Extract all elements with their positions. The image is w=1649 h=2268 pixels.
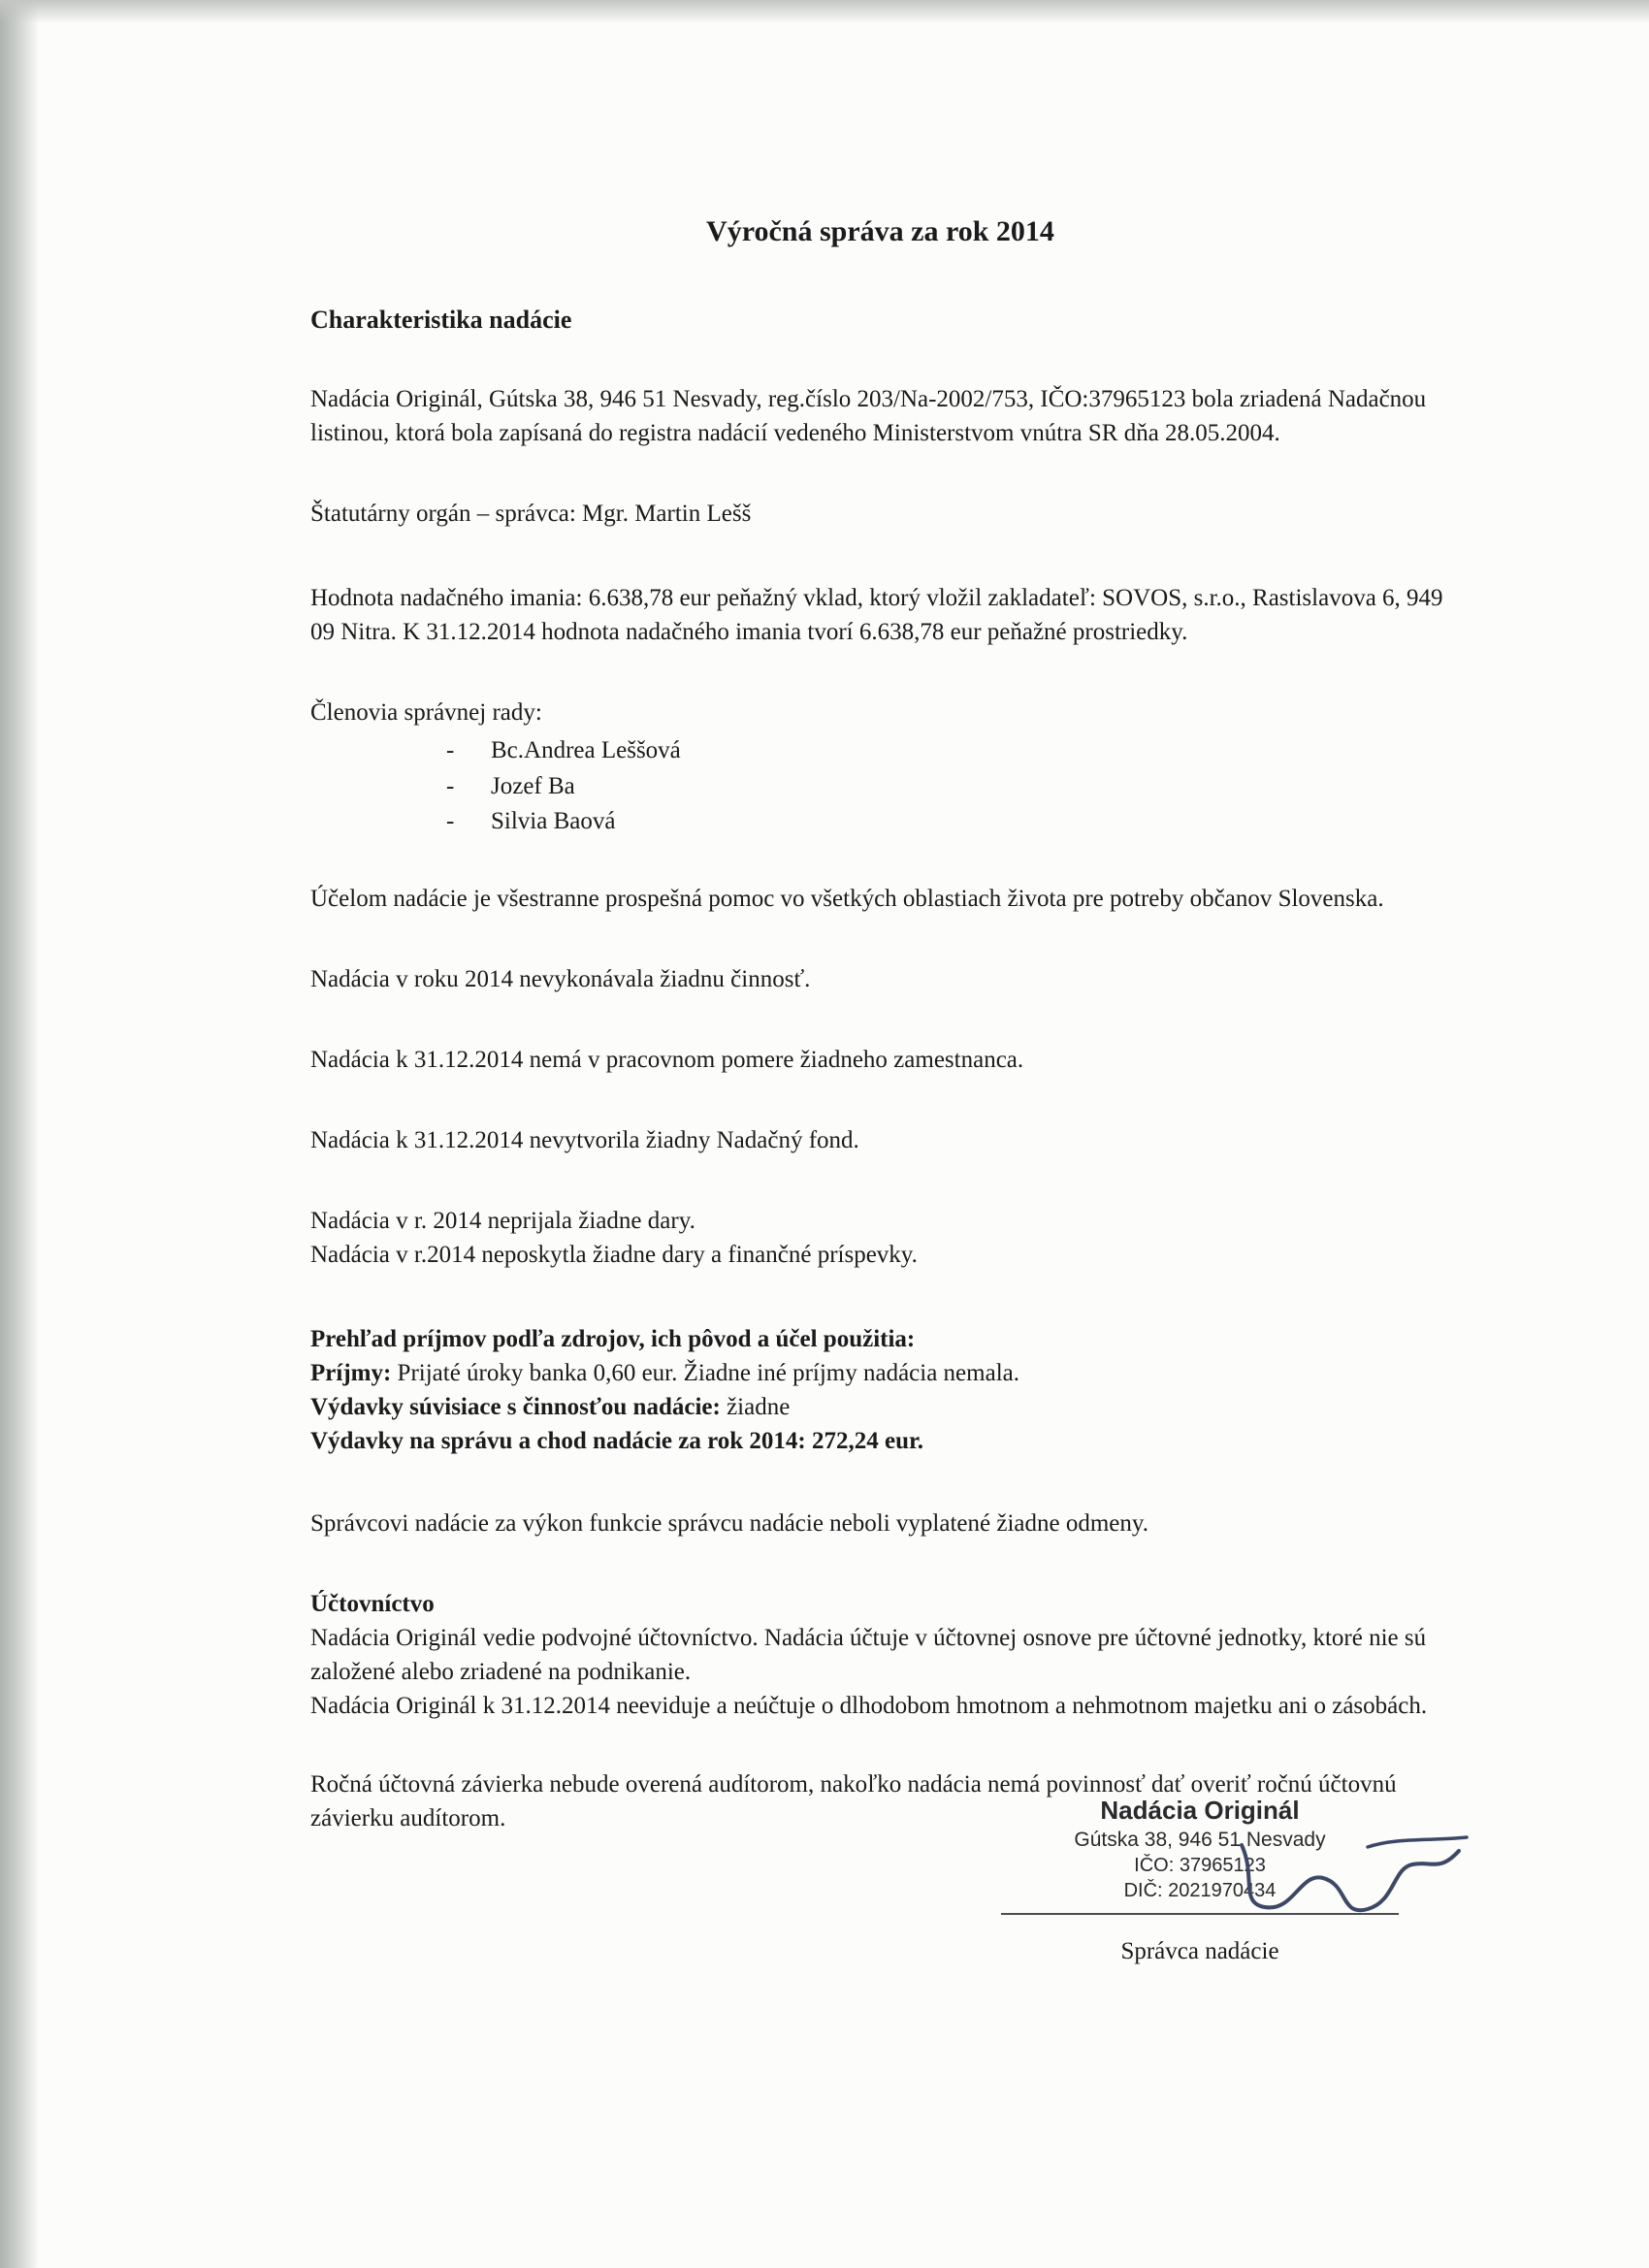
stamp-address: Gútska 38, 946 51 Nesvady (1074, 1828, 1326, 1851)
board-heading: Členovia správnej rady: (310, 699, 542, 727)
document-title: Výročná správa za rok 2014 (706, 215, 1054, 247)
paragraph-no-gifts-received: Nadácia v r. 2014 neprijala žiadne dary. (310, 1208, 695, 1235)
scan-edge-top (0, 0, 1649, 23)
paragraph-statutory-body: Štatutárny orgán – správca: Mgr. Martin Lešš (310, 501, 752, 528)
list-dash: - (446, 772, 455, 799)
board-member-name: Bc.Andrea Leššová (491, 737, 681, 764)
income-overview-block (310, 1322, 1450, 1458)
paragraph-no-fund: Nadácia k 31.12.2014 nevytvorila žiadny Nadačný fond. (310, 1127, 859, 1154)
paragraph-no-remuneration: Správcovi nadácie za výkon funkcie správcu nadácie neboli vyplatené žiadne odmeny. (310, 1510, 1149, 1538)
stamp-ico: IČO: 37965123 (1134, 1854, 1266, 1876)
board-member-name: Jozef Ba (491, 772, 575, 799)
board-members-list (446, 733, 1450, 839)
list-dash: - (446, 807, 455, 834)
expenses-activity-text: žiadne (720, 1394, 791, 1421)
expenses-activity-label: Výdavky súvisiace s činnosťou nadácie: (310, 1394, 721, 1421)
stamp-caption: Správca nadácie (1120, 1937, 1279, 1964)
paragraph-no-employees: Nadácia k 31.12.2014 nemá v pracovnom pomere žiadneho zamestnanca. (310, 1047, 1024, 1074)
accounting-paragraph-1: Nadácia Originál vedie podvojné účtovníctvo. Nadácia účtuje v účtovnej osnove pre účtovné jednotky, ktoré nie sú založené alebo zriadené na podnikanie. (310, 1625, 1427, 1686)
list-item (446, 769, 1450, 804)
income-label: Príjmy: (310, 1360, 392, 1387)
stamp-dic: DIČ: 2021970434 (1123, 1879, 1277, 1901)
list-dash: - (446, 737, 455, 764)
section-heading-charakteristika: Charakteristika nadácie (310, 306, 572, 334)
paragraph-no-gifts-given: Nadácia v r.2014 neposkytla žiadne dary a finančné príspevky. (310, 1242, 918, 1269)
paragraph-no-activity: Nadácia v roku 2014 nevykonávala žiadnu činnosť. (310, 966, 811, 993)
stamp-and-signature-area (1001, 1795, 1399, 1968)
list-item (446, 733, 1450, 768)
accounting-heading: Účtovníctvo (310, 1591, 435, 1618)
income-text: Prijaté úroky banka 0,60 eur. Žiadne iné príjmy nadácia nemala. (391, 1360, 1019, 1387)
paragraph-foundation-registration: Nadácia Originál, Gútska 38, 946 51 Nesvady, reg.číslo 203/Na-2002/753, IČO:37965123 bola zriadená Nadačnou listinou, ktorá bola zapísaná do registra nadácií vedeného Ministerstvom vnútra SR dňa 28.05.2004. (310, 386, 1427, 447)
scan-edge-left (0, 0, 39, 2268)
board-member-name: Silvia Baová (491, 807, 616, 834)
expenses-admin-line: Výdavky na správu a chod nadácie za rok 2014: 272,24 eur. (310, 1428, 924, 1455)
income-overview-heading: Prehľad príjmov podľa zdrojov, ich pôvod a účel použitia: (310, 1326, 916, 1353)
foundation-stamp (1001, 1795, 1399, 1915)
document-content (310, 211, 1450, 1968)
accounting-paragraph-2: Nadácia Originál k 31.12.2014 neeviduje a neúčtuje o dlhodobom hmotnom a nehmotnom majetku ani o zásobách. (310, 1693, 1428, 1720)
paragraph-purpose: Účelom nadácie je všestranne prospešná pomoc vo všetkých oblastiach života pre potreby občanov Slovenska. (310, 886, 1384, 913)
paragraph-audit: Ročná účtovná závierka nebude overená audítorom, nakoľko nadácia nemá povinnosť dať overiť ročnú účtovnú závierku audítorom. (310, 1771, 1397, 1832)
stamp-name: Nadácia Originál (1100, 1796, 1300, 1826)
paragraph-endowment-value: Hodnota nadačného imania: 6.638,78 eur peňažný vklad, ktorý vložil zakladateľ: SOVOS, s.r.o., Rastislavova 6, 949 09 Nitra. K 31.12.2014 hodnota nadačného imania tvorí 6.638,78 eur peňažné prostriedky. (310, 585, 1443, 646)
expenses-activity-line (310, 1390, 1450, 1424)
list-item (446, 804, 1450, 839)
accounting-block (310, 1587, 1450, 1723)
income-line (310, 1356, 1450, 1390)
